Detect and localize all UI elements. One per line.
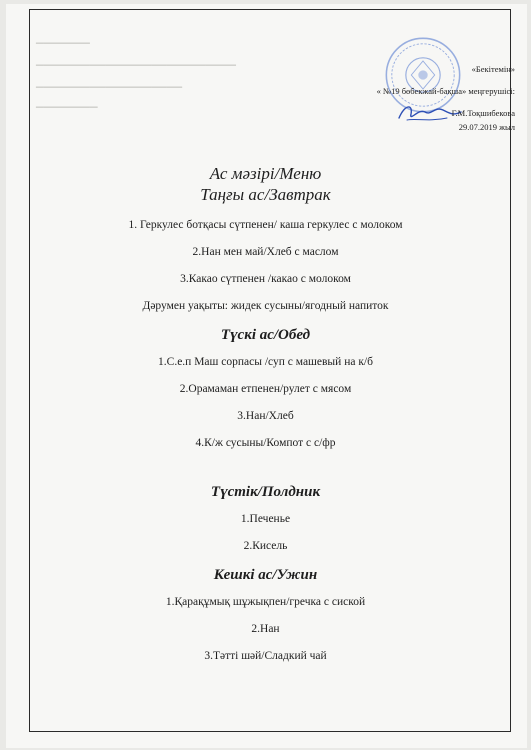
dinner-item: 2.Нан <box>251 623 280 635</box>
snack-heading: Түстік/Полдник <box>210 484 321 500</box>
menu-title: Ас мәзірі/Меню <box>209 164 322 183</box>
approval-date: 29.07.2019 жыл <box>458 122 515 132</box>
dinner-item: 1.Қарақұмық шұжықпен/гречка с сиской <box>165 596 366 608</box>
approval-approve: «Бекітемін» <box>471 64 515 74</box>
breakfast-item: 1. Геркулес ботқасы сүтпенен/ каша геркулес с молоком <box>128 219 403 231</box>
lunch-item: 4.К/ж сусыны/Компот с с/фр <box>195 437 336 449</box>
lunch-item: 3.Нан/Хлеб <box>237 410 294 422</box>
approval-org: « №19 бөбекжай-бақша» меңгерушісі: <box>376 86 515 96</box>
snack-item: 2.Кисель <box>243 540 288 552</box>
menu-content <box>0 164 531 663</box>
breakfast-item: 2.Нан мен май/Хлеб с маслом <box>192 246 339 258</box>
approval-name: Г.М.Тоқшибекова <box>451 108 515 118</box>
snack-item: 1.Печенье <box>240 513 291 525</box>
lunch-heading: Түскі ас/Обед <box>220 327 311 343</box>
dinner-item: 3.Тәтті шәй/Сладкий чай <box>204 650 327 662</box>
breakfast-item: Дәрумен уақыты: жидек сусыны/ягодный напиток <box>142 300 389 312</box>
approval-block <box>285 62 515 134</box>
lunch-item: 2.Орамаман етпенен/рулет с мясом <box>179 383 352 395</box>
lunch-item: 1.С.е.п Маш сорпасы /суп с машевый на к/б <box>158 356 373 368</box>
breakfast-heading: Таңғы ас/Завтрак <box>200 185 331 204</box>
dinner-heading: Кешкі ас/Ужин <box>213 567 318 583</box>
breakfast-item: 3.Какао сүтпенен /какао с молоком <box>180 273 351 285</box>
